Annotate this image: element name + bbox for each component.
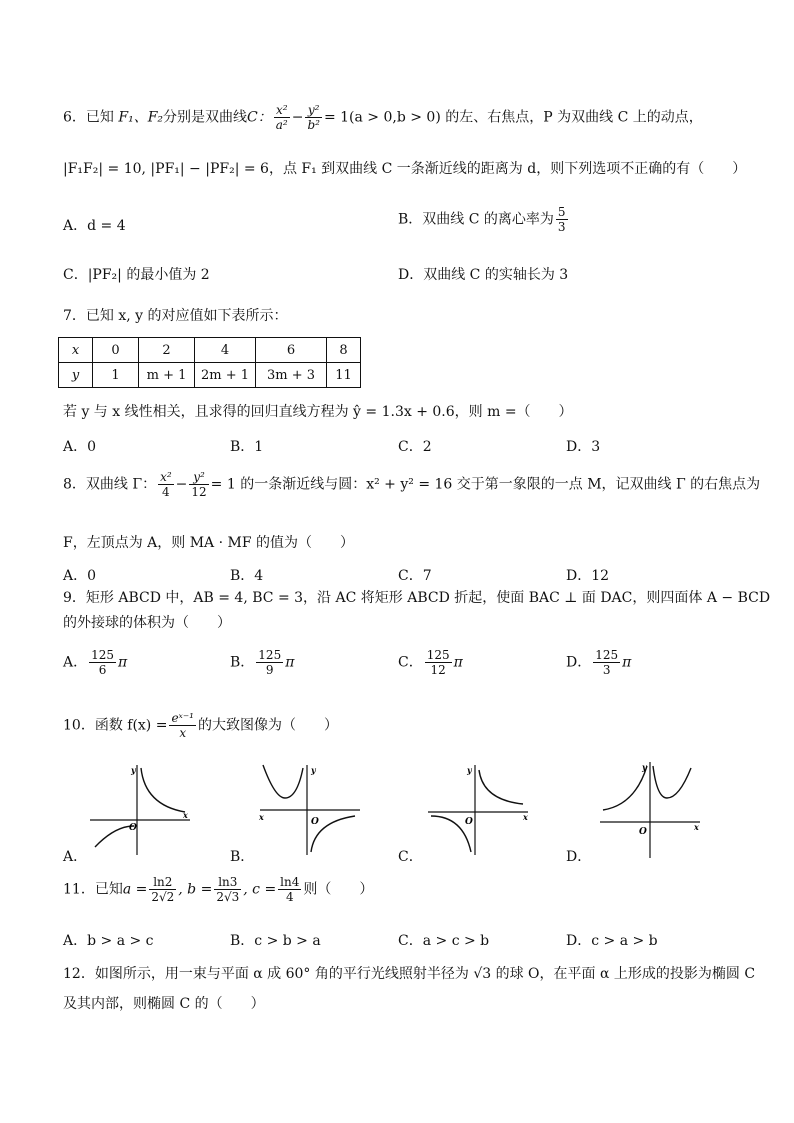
graph-d-label[interactable]: D．	[566, 849, 592, 865]
q6-frac-x: $\frac{\text{x²}}{\text{a²}}$	[275, 103, 288, 132]
q10-stem: 10．函数 f(x) = $\frac{\text{eˣ⁻¹}}{x}$ 的大致图像为（ ）	[63, 711, 338, 740]
q6-intro: 6．已知	[63, 109, 114, 126]
svg-text:y: y	[642, 762, 647, 772]
q8-option-a[interactable]: A．0	[63, 568, 97, 584]
q7-option-a[interactable]: A．0	[63, 439, 97, 455]
q7-line2: 若 y 与 x 线性相关，且求得的回归直线方程为 ŷ = 1.3x + 0.6，则 m =（ ）	[63, 404, 573, 420]
svg-text:O: O	[311, 817, 319, 827]
q9-option-d[interactable]: D． $\frac{125}{3}$ π	[566, 648, 632, 677]
svg-text:x: x	[523, 812, 528, 822]
q9-option-a[interactable]: A． $\frac{125}{6}$ π	[63, 648, 128, 677]
graph-d[interactable]	[595, 760, 705, 860]
q6-option-b[interactable]: B．双曲线 C 的离心率为 $\frac{5}{3}$	[398, 205, 566, 234]
q6-line2: |F₁F₂| = 10, |PF₁| − |PF₂| = 6，点 F₁ 到双曲线 C 一条渐近线的距离为 d，则下列选项不正确的有（ ）	[63, 161, 747, 177]
q7-stem: 7．已知 x, y 的对应值如下表所示：	[63, 308, 288, 324]
svg-text:x: x	[183, 810, 188, 820]
q11-option-a[interactable]: A．b > a > c	[63, 933, 154, 949]
q6-text-b: 分别是双曲线	[163, 109, 248, 126]
graph-c-label[interactable]: C．	[398, 849, 423, 865]
table-row-y: y 1 m + 1 2m + 1 3m + 3 11	[59, 363, 361, 388]
graph-a-label[interactable]: A．	[63, 849, 88, 865]
q9-option-b[interactable]: B． $\frac{125}{9}$ π	[230, 648, 295, 677]
svg-text:y: y	[467, 765, 472, 775]
q11-option-b[interactable]: B．c > b > a	[230, 933, 321, 949]
q8-option-d[interactable]: D．12	[566, 568, 610, 584]
q6-frac-y: $\frac{\text{y²}}{\text{b²}}$	[307, 103, 320, 132]
q6-foci: F₁、F₂	[118, 109, 164, 126]
graph-b[interactable]	[255, 760, 365, 860]
q7-option-c[interactable]: C．2	[398, 439, 432, 455]
q9-line1: 9．矩形 ABCD 中，AB = 4, BC = 3，沿 AC 将矩形 ABCD 折起，使面 BAC ⊥ 面 DAC，则四面体 A − BCD	[63, 590, 771, 606]
q7-option-b[interactable]: B．1	[230, 439, 264, 455]
q12-line2: 及其内部，则椭圆 C 的（ ）	[63, 996, 265, 1012]
svg-text:y: y	[311, 765, 316, 775]
q8-line1: 8．双曲线 Γ： $\frac{\text{x²}}{4}$ − $\frac{\text{y²}}{12}$ = 1 的一条渐近线与圆：x² + y² = 16 交于第一象限的一点 M，记双曲线 Γ 的右焦点为	[63, 470, 761, 499]
q11-line: 11．已知a = $\frac{\ln 2}{2√2}$ , b = $\frac{\ln 3}{2√3}$ , c = $\frac{\ln 4}{4}$ 则（ ）	[63, 875, 374, 904]
graph-c[interactable]	[423, 760, 533, 860]
q8-line2: F，左顶点为 A，则 MA · MF 的值为（ ）	[63, 535, 355, 551]
graph-b-label[interactable]: B．	[230, 849, 255, 865]
q6-option-d[interactable]: D．双曲线 C 的实轴长为 3	[398, 267, 569, 283]
q6-text-c: = 1(a > 0,b > 0) 的左、右焦点，	[323, 109, 544, 126]
svg-text:O: O	[465, 817, 473, 827]
q8-option-b[interactable]: B．4	[230, 568, 264, 584]
svg-text:x: x	[259, 812, 264, 822]
q7-option-d[interactable]: D．3	[566, 439, 601, 455]
svg-text:O: O	[129, 823, 137, 833]
q9-line2: 的外接球的体积为（ ）	[63, 615, 231, 631]
q6-curve-name: C：	[247, 109, 272, 126]
q7-table	[58, 337, 361, 388]
q11-option-d[interactable]: D．c > a > b	[566, 933, 658, 949]
svg-text:x: x	[694, 822, 699, 832]
q6-option-a[interactable]: A．d = 4	[63, 218, 126, 234]
q6-text-d: P 为双曲线 C 上的动点，	[543, 109, 703, 126]
svg-text:y: y	[131, 765, 136, 775]
q11-option-c[interactable]: C．a > c > b	[398, 933, 490, 949]
q8-option-c[interactable]: C．7	[398, 568, 432, 584]
q12-line1: 12．如图所示，用一束与平面 α 成 60° 角的平行光线照射半径为 √3 的球 O，在平面 α 上形成的投影为椭圆 C	[63, 966, 756, 982]
table-row-x: x 0 2 4 6 8	[59, 338, 361, 363]
svg-text:O: O	[639, 827, 647, 837]
q6-line1: 6．已知 F₁、F₂分别是双曲线C： $\frac{\text{x²}}{\text{a²}}$ − $\frac{\text{y²}}{\text{b²}}$ = 1(a > 0,b > 0) 的左、右焦点，P 为双曲线 C 上的动点，	[63, 103, 703, 132]
graph-a[interactable]	[85, 760, 195, 860]
q9-option-c[interactable]: C． $\frac{125}{12}$ π	[398, 648, 463, 677]
q6-option-c[interactable]: C．|PF₂| 的最小值为 2	[63, 267, 210, 283]
